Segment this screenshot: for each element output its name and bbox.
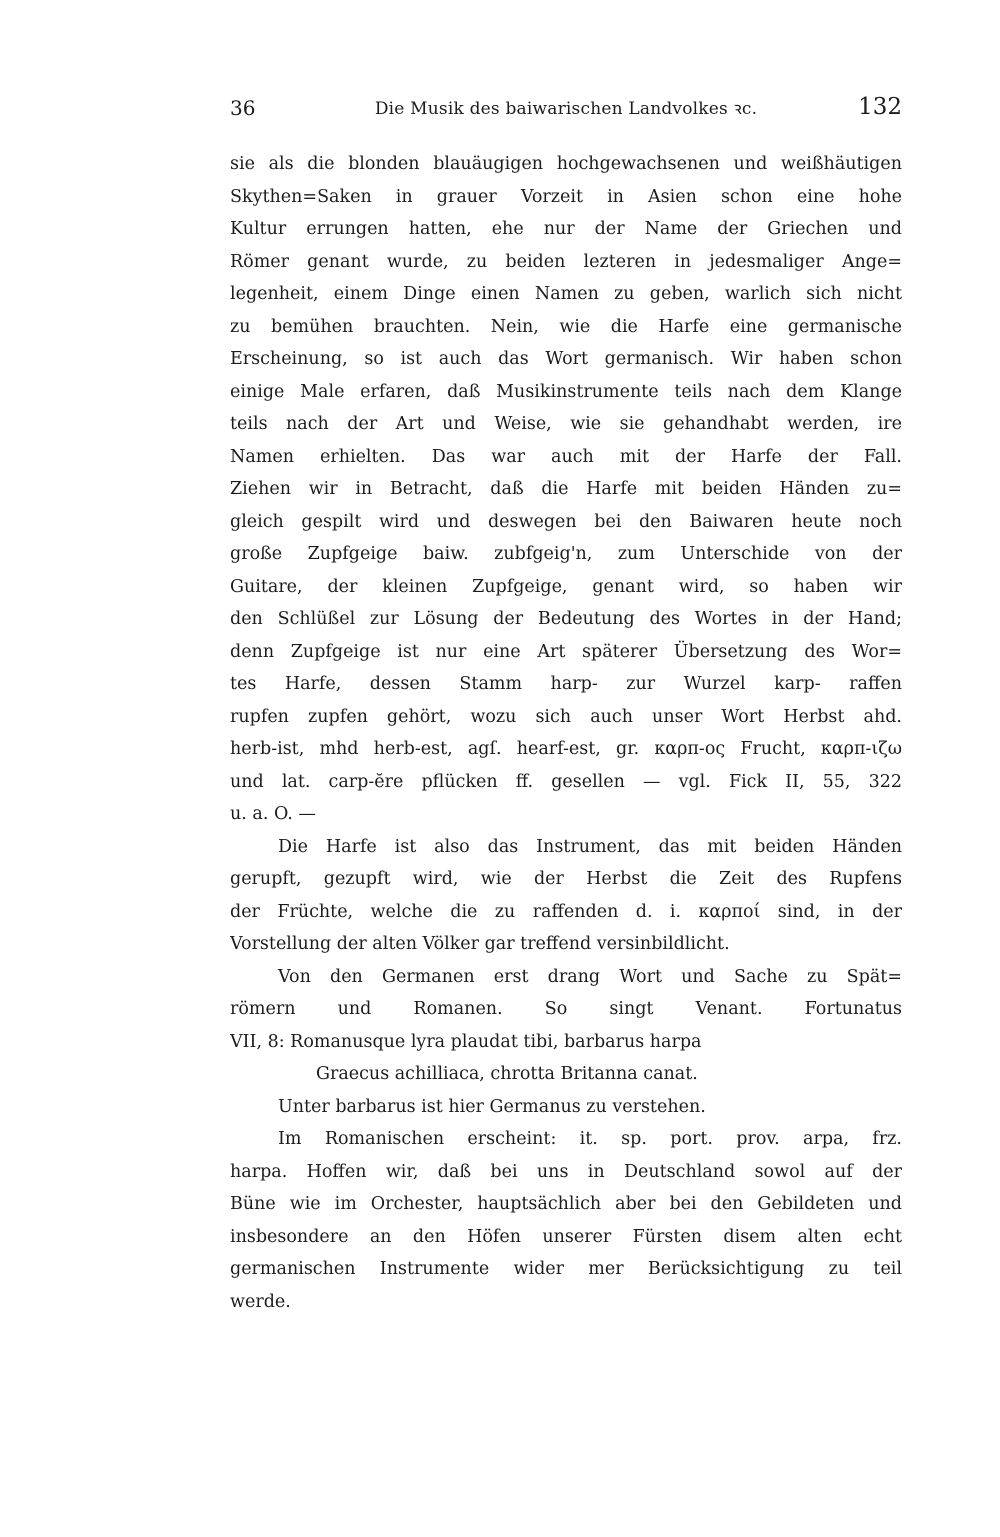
text-line: zu bemühen brauchten. Nein, wie die Harfe eine germanische	[230, 316, 902, 337]
text-line: insbesondere an den Höfen unserer Fürsten disem alten echt	[230, 1226, 902, 1247]
text-line: tes Harfe, dessen Stamm harp- zur Wurzel karp- raffen	[230, 674, 902, 694]
text-line: legenheit, einem Dinge einen Namen zu geben, warlich sich nicht	[230, 284, 902, 304]
running-header	[230, 96, 902, 130]
text-line: einige Male erfaren, daß Musikinstrumente teils nach dem Klange	[230, 381, 902, 402]
running-title: Die Musik des baiwarischen Landvolkes ꝛc.	[374, 99, 758, 119]
text-line: Römer genant wurde, zu beiden lezteren in jedesmaliger Ange=	[230, 251, 902, 272]
text-line: rupfen zupfen gehört, wozu sich auch unser Wort Herbst ahd.	[230, 706, 902, 727]
text-line: teils nach der Art und Weise, wie sie gehandhabt werden, ire	[230, 414, 902, 434]
text-line: und lat. carp-ĕre pflücken ff. gesellen — vgl. Fick II, 55, 322	[230, 771, 902, 792]
text-line: germanischen Instrumente wider mer Berücksichtigung zu teil	[230, 1259, 902, 1279]
text-line: VII, 8: Romanusque lyra plaudat tibi, barbarus harpa	[230, 1031, 702, 1052]
body-text	[230, 148, 902, 1318]
text-line: große Zupfgeige baiw. zubfgeig'n, zum Unterschide von der	[230, 544, 902, 564]
text-line: u. a. O. —	[230, 804, 316, 824]
text-line: den Schlüßel zur Lösung der Bedeutung des Wortes in der Hand;	[230, 609, 902, 629]
text-line: Erscheinung, so ist auch das Wort germanisch. Wir haben schon	[230, 349, 902, 369]
text-line: Ziehen wir in Betracht, daß die Harfe mit beiden Händen zu=	[230, 479, 902, 499]
page-number-right: 132	[858, 94, 902, 120]
text-line: werde.	[230, 1291, 291, 1312]
text-line: Skythen=Saken in grauer Vorzeit in Asien schon eine hohe	[230, 186, 902, 207]
page-number-left: 36	[230, 96, 256, 120]
text-line: Im Romanischen erscheint: it. sp. port. prov. arpa, frz.	[278, 1129, 902, 1149]
text-line: Vorstellung der alten Völker gar treffend versinbildlicht.	[230, 934, 730, 954]
text-line: Namen erhielten. Das war auch mit der Harfe der Fall.	[230, 446, 902, 467]
text-line: gleich gespilt wird und deswegen bei den Baiwaren heute noch	[230, 511, 902, 532]
text-line: der Früchte, welche die zu raffenden d. i. καρποί sind, in der	[230, 901, 902, 922]
text-line: denn Zupfgeige ist nur eine Art späterer Übersetzung des Wor=	[230, 641, 902, 662]
text-line: sie als die blonden blauäugigen hochgewachsenen und weißhäutigen	[230, 154, 902, 174]
text-line: Von den Germanen erst drang Wort und Sache zu Spät=	[278, 966, 902, 987]
text-line: Guitare, der kleinen Zupfgeige, genant wird, so haben wir	[230, 576, 902, 597]
text-line: Büne wie im Orchester, hauptsächlich aber bei den Gebildeten und	[230, 1194, 902, 1214]
text-line: Graecus achilliaca, chrotta Britanna canat.	[316, 1064, 698, 1084]
text-line: Kultur errungen hatten, ehe nur der Name der Griechen und	[230, 219, 902, 239]
text-line: Unter barbarus ist hier Germanus zu verstehen.	[278, 1096, 706, 1117]
text-line: herb-ist, mhd herb-est, agſ. hearf-est, gr. καρπ-ος Frucht, καρπ-ιζω	[230, 739, 902, 759]
text-line: Die Harfe ist also das Instrument, das mit beiden Händen	[278, 836, 902, 857]
text-line: gerupft, gezupft wird, wie der Herbst die Zeit des Rupfens	[230, 869, 902, 889]
text-line: harpa. Hoffen wir, daß bei uns in Deutschland sowol auf der	[230, 1161, 902, 1182]
text-line: römern und Romanen. So singt Venant. Fortunatus	[230, 999, 902, 1019]
